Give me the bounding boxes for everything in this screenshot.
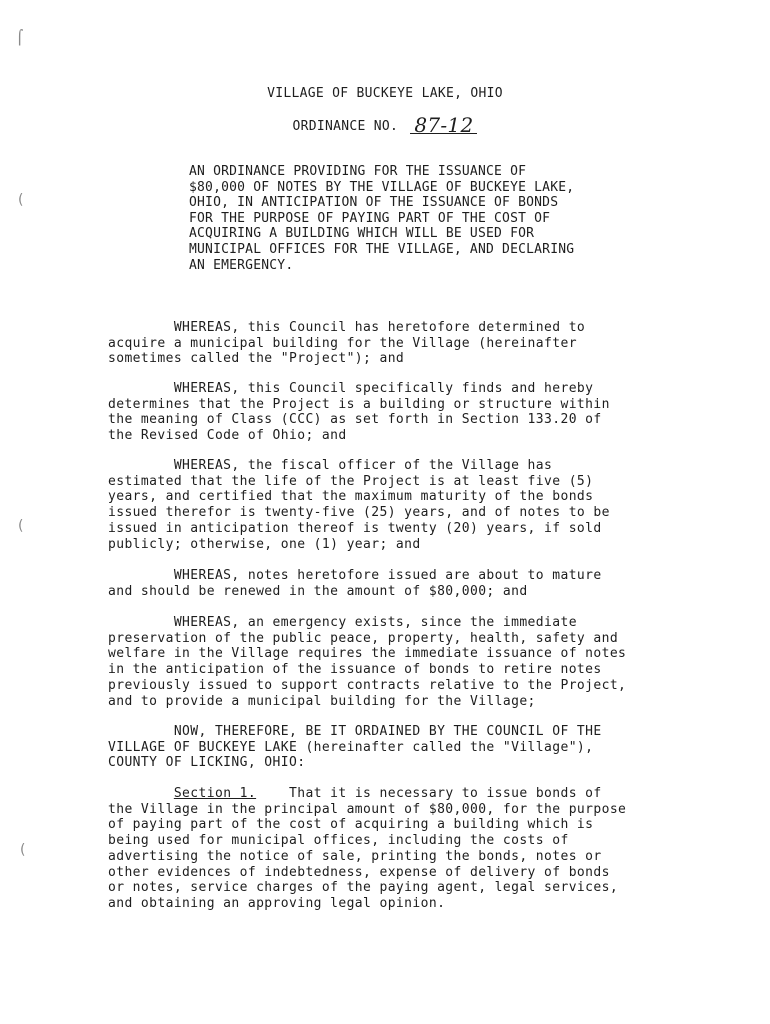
text-line: and obtaining an approving legal opinion.	[108, 895, 446, 911]
text-line: and to provide a municipal building for the Village;	[108, 693, 536, 709]
ordained-paragraph	[108, 724, 688, 771]
ordinance-number: 87-12	[410, 117, 477, 134]
preamble-line: AN ORDINANCE PROVIDING FOR THE ISSUANCE OF	[189, 164, 527, 179]
text-line: VILLAGE OF BUCKEYE LAKE (hereinafter called the "Village"),	[108, 739, 594, 755]
text-line: acquire a municipal building for the Village (hereinafter	[108, 335, 577, 351]
text-line: issued therefor is twenty-five (25) years, and of notes to be	[108, 505, 610, 521]
text-line: welfare in the Village requires the immediate issuance of notes	[108, 646, 627, 662]
scan-mark: (	[18, 192, 24, 208]
section-1-heading: Section 1.	[173, 786, 257, 801]
text-line: of paying part of the cost of acquiring a building which is	[108, 817, 594, 833]
text-line: COUNTY OF LICKING, OHIO:	[108, 755, 306, 771]
text-line: the Revised Code of Ohio; and	[108, 428, 347, 444]
document-title: VILLAGE OF BUCKEYE LAKE, OHIO	[267, 86, 503, 101]
text-line: advertising the notice of sale, printing the bonds, notes or	[108, 848, 602, 864]
preamble-line: ACQUIRING A BUILDING WHICH WILL BE USED FOR	[189, 226, 535, 242]
text-line: other evidences of indebtedness, expense of delivery of bonds	[108, 864, 610, 880]
text-line: WHEREAS, an emergency exists, since the immediate	[108, 615, 577, 630]
text-line: WHEREAS, this Council has heretofore determined to	[108, 320, 586, 335]
preamble-line: FOR THE PURPOSE OF PAYING PART OF THE COST OF	[189, 210, 551, 226]
text-line: NOW, THEREFORE, BE IT ORDAINED BY THE COUNCIL OF THE	[108, 724, 602, 739]
text-line: years, and certified that the maximum maturity of the bonds	[108, 489, 594, 505]
section-1-first-line-text: That it is necessary to issue bonds of	[256, 786, 602, 801]
preamble-line: OHIO, IN ANTICIPATION OF THE ISSUANCE OF BONDS	[189, 195, 559, 211]
ordinance-preamble	[189, 164, 649, 273]
text-line: publicly; otherwise, one (1) year; and	[108, 536, 421, 552]
text-line: WHEREAS, this Council specifically finds and hereby	[108, 381, 594, 396]
ordinance-label: ORDINANCE NO.	[292, 119, 399, 134]
text-line: or notes, service charges of the paying agent, legal services,	[108, 880, 619, 896]
text-line: the meaning of Class (CCC) as set forth in Section 133.20 of	[108, 412, 602, 428]
text-line: in the anticipation of the issuance of bonds to retire notes	[108, 662, 602, 678]
text-line: and should be renewed in the amount of $80,000; and	[108, 583, 528, 599]
preamble-line: MUNICIPAL OFFICES FOR THE VILLAGE, AND DECLARING	[189, 241, 575, 257]
preamble-line: $80,000 OF NOTES BY THE VILLAGE OF BUCKEYE LAKE,	[189, 179, 575, 195]
text-line: preservation of the public peace, property, health, safety and	[108, 630, 619, 646]
indent	[108, 786, 174, 801]
text-line: estimated that the life of the Project is at least five (5)	[108, 473, 594, 489]
section-1-paragraph	[108, 786, 688, 912]
whereas-paragraph-5	[108, 615, 688, 709]
section-1-first-line	[108, 786, 688, 802]
text-line: previously issued to support contracts relative to the Project,	[108, 677, 627, 693]
scan-mark: ⌠	[16, 30, 24, 46]
text-line: the Village in the principal amount of $80,000, for the purpose	[108, 801, 627, 817]
scan-mark: (	[20, 842, 26, 858]
whereas-paragraph-2	[108, 381, 688, 444]
scan-mark: (	[18, 518, 24, 534]
text-line: determines that the Project is a building or structure within	[108, 396, 610, 412]
whereas-paragraph-1	[108, 320, 688, 367]
text-line: sometimes called the "Project"); and	[108, 351, 405, 367]
text-line: being used for municipal offices, including the costs of	[108, 833, 569, 849]
preamble-line: AN EMERGENCY.	[189, 257, 294, 273]
text-line: WHEREAS, the fiscal officer of the Village has	[108, 458, 553, 473]
text-line: WHEREAS, notes heretofore issued are about to mature	[108, 568, 602, 583]
text-line: issued in anticipation thereof is twenty (20) years, if sold	[108, 520, 602, 536]
whereas-paragraph-4	[108, 568, 688, 599]
ordinance-number-line	[0, 113, 770, 137]
whereas-paragraph-3	[108, 458, 688, 552]
